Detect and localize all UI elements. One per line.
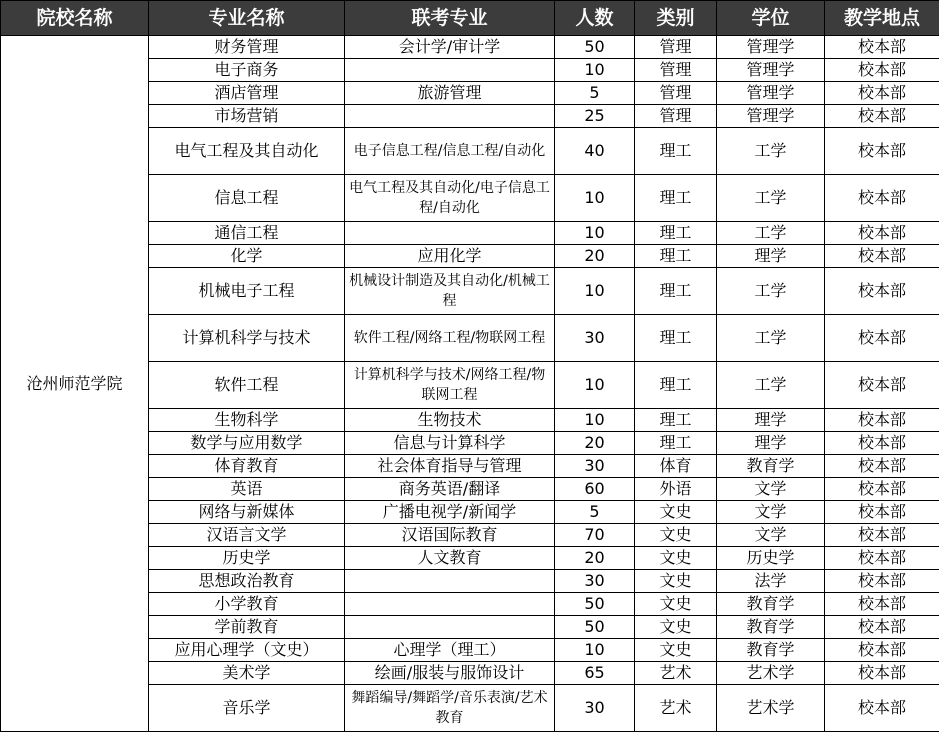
category-cell: 文史 (635, 593, 717, 616)
related-major-cell: 社会体育指导与管理 (345, 455, 555, 478)
related-major-cell: 绘画/服装与服饰设计 (345, 662, 555, 685)
related-major-cell (345, 105, 555, 128)
location-cell: 校本部 (825, 315, 939, 362)
count-cell: 70 (555, 524, 635, 547)
table-row (1, 36, 939, 59)
location-cell: 校本部 (825, 59, 939, 82)
related-major-cell (345, 616, 555, 639)
degree-cell: 工学 (717, 128, 825, 175)
count-cell: 5 (555, 501, 635, 524)
location-cell: 校本部 (825, 82, 939, 105)
header-count: 人数 (555, 1, 635, 36)
major-cell: 小学教育 (149, 593, 345, 616)
location-cell: 校本部 (825, 362, 939, 409)
count-cell: 30 (555, 315, 635, 362)
category-cell: 文史 (635, 547, 717, 570)
category-cell: 文史 (635, 639, 717, 662)
location-cell: 校本部 (825, 432, 939, 455)
related-major-cell: 软件工程/网络工程/物联网工程 (345, 315, 555, 362)
related-major-cell: 舞蹈编导/舞蹈学/音乐表演/艺术教育 (345, 685, 555, 732)
related-major-cell: 心理学（理工） (345, 639, 555, 662)
related-major-cell: 人文教育 (345, 547, 555, 570)
location-cell: 校本部 (825, 570, 939, 593)
degree-cell: 管理学 (717, 105, 825, 128)
header-degree: 学位 (717, 1, 825, 36)
degree-cell: 管理学 (717, 36, 825, 59)
degree-cell: 工学 (717, 315, 825, 362)
degree-cell: 工学 (717, 175, 825, 222)
header-row (1, 1, 939, 36)
count-cell: 30 (555, 685, 635, 732)
location-cell: 校本部 (825, 501, 939, 524)
location-cell: 校本部 (825, 639, 939, 662)
category-cell: 艺术 (635, 662, 717, 685)
count-cell: 10 (555, 268, 635, 315)
count-cell: 60 (555, 478, 635, 501)
degree-cell: 艺术学 (717, 662, 825, 685)
related-major-cell (345, 59, 555, 82)
location-cell: 校本部 (825, 128, 939, 175)
count-cell: 5 (555, 82, 635, 105)
count-cell: 10 (555, 639, 635, 662)
header-location: 教学地点 (825, 1, 939, 36)
major-cell: 音乐学 (149, 685, 345, 732)
major-cell: 市场营销 (149, 105, 345, 128)
count-cell: 10 (555, 222, 635, 245)
major-cell: 软件工程 (149, 362, 345, 409)
count-cell: 50 (555, 36, 635, 59)
category-cell: 体育 (635, 455, 717, 478)
category-cell: 文史 (635, 616, 717, 639)
degree-cell: 理学 (717, 409, 825, 432)
major-cell: 通信工程 (149, 222, 345, 245)
location-cell: 校本部 (825, 547, 939, 570)
count-cell: 30 (555, 570, 635, 593)
count-cell: 20 (555, 547, 635, 570)
category-cell: 理工 (635, 222, 717, 245)
degree-cell: 教育学 (717, 455, 825, 478)
count-cell: 10 (555, 362, 635, 409)
category-cell: 理工 (635, 362, 717, 409)
degree-cell: 文学 (717, 501, 825, 524)
major-cell: 历史学 (149, 547, 345, 570)
category-cell: 理工 (635, 409, 717, 432)
related-major-cell (345, 593, 555, 616)
header-major: 专业名称 (149, 1, 345, 36)
count-cell: 30 (555, 455, 635, 478)
related-major-cell: 商务英语/翻译 (345, 478, 555, 501)
category-cell: 艺术 (635, 685, 717, 732)
category-cell: 管理 (635, 105, 717, 128)
major-cell: 汉语言文学 (149, 524, 345, 547)
major-cell: 思想政治教育 (149, 570, 345, 593)
major-cell: 电子商务 (149, 59, 345, 82)
category-cell: 理工 (635, 432, 717, 455)
major-cell: 电气工程及其自动化 (149, 128, 345, 175)
location-cell: 校本部 (825, 455, 939, 478)
count-cell: 10 (555, 175, 635, 222)
major-cell: 英语 (149, 478, 345, 501)
major-cell: 美术学 (149, 662, 345, 685)
category-cell: 理工 (635, 245, 717, 268)
header-school: 院校名称 (1, 1, 149, 36)
related-major-cell: 计算机科学与技术/网络工程/物联网工程 (345, 362, 555, 409)
category-cell: 文史 (635, 501, 717, 524)
count-cell: 10 (555, 409, 635, 432)
location-cell: 校本部 (825, 685, 939, 732)
related-major-cell: 应用化学 (345, 245, 555, 268)
location-cell: 校本部 (825, 616, 939, 639)
category-cell: 管理 (635, 82, 717, 105)
related-major-cell: 生物技术 (345, 409, 555, 432)
location-cell: 校本部 (825, 478, 939, 501)
count-cell: 10 (555, 59, 635, 82)
school-name-cell: 沧州师范学院 (1, 36, 149, 732)
count-cell: 65 (555, 662, 635, 685)
degree-cell: 文学 (717, 524, 825, 547)
related-major-cell: 汉语国际教育 (345, 524, 555, 547)
degree-cell: 工学 (717, 222, 825, 245)
location-cell: 校本部 (825, 222, 939, 245)
related-major-cell (345, 222, 555, 245)
degree-cell: 工学 (717, 362, 825, 409)
major-cell: 生物科学 (149, 409, 345, 432)
degree-cell: 工学 (717, 268, 825, 315)
major-cell: 应用心理学（文史） (149, 639, 345, 662)
category-cell: 理工 (635, 128, 717, 175)
related-major-cell: 会计学/审计学 (345, 36, 555, 59)
major-cell: 酒店管理 (149, 82, 345, 105)
degree-cell: 艺术学 (717, 685, 825, 732)
major-cell: 学前教育 (149, 616, 345, 639)
related-major-cell (345, 570, 555, 593)
related-major-cell: 广播电视学/新闻学 (345, 501, 555, 524)
major-cell: 化学 (149, 245, 345, 268)
count-cell: 50 (555, 593, 635, 616)
location-cell: 校本部 (825, 36, 939, 59)
major-cell: 信息工程 (149, 175, 345, 222)
degree-cell: 历史学 (717, 547, 825, 570)
degree-cell: 理学 (717, 432, 825, 455)
count-cell: 50 (555, 616, 635, 639)
degree-cell: 教育学 (717, 616, 825, 639)
related-major-cell: 旅游管理 (345, 82, 555, 105)
related-major-cell: 信息与计算科学 (345, 432, 555, 455)
count-cell: 20 (555, 245, 635, 268)
category-cell: 外语 (635, 478, 717, 501)
degree-cell: 管理学 (717, 82, 825, 105)
degree-cell: 文学 (717, 478, 825, 501)
location-cell: 校本部 (825, 593, 939, 616)
location-cell: 校本部 (825, 524, 939, 547)
related-major-cell: 机械设计制造及其自动化/机械工程 (345, 268, 555, 315)
major-cell: 数学与应用数学 (149, 432, 345, 455)
major-cell: 网络与新媒体 (149, 501, 345, 524)
degree-cell: 教育学 (717, 593, 825, 616)
category-cell: 理工 (635, 315, 717, 362)
header-category: 类别 (635, 1, 717, 36)
count-cell: 40 (555, 128, 635, 175)
major-cell: 计算机科学与技术 (149, 315, 345, 362)
location-cell: 校本部 (825, 662, 939, 685)
major-cell: 财务管理 (149, 36, 345, 59)
count-cell: 25 (555, 105, 635, 128)
category-cell: 管理 (635, 36, 717, 59)
location-cell: 校本部 (825, 268, 939, 315)
category-cell: 管理 (635, 59, 717, 82)
degree-cell: 教育学 (717, 639, 825, 662)
related-major-cell: 电气工程及其自动化/电子信息工程/自动化 (345, 175, 555, 222)
major-cell: 体育教育 (149, 455, 345, 478)
location-cell: 校本部 (825, 245, 939, 268)
degree-cell: 理学 (717, 245, 825, 268)
location-cell: 校本部 (825, 175, 939, 222)
degree-cell: 管理学 (717, 59, 825, 82)
location-cell: 校本部 (825, 409, 939, 432)
category-cell: 文史 (635, 524, 717, 547)
count-cell: 20 (555, 432, 635, 455)
category-cell: 理工 (635, 268, 717, 315)
category-cell: 理工 (635, 175, 717, 222)
header-related-major: 联考专业 (345, 1, 555, 36)
major-cell: 机械电子工程 (149, 268, 345, 315)
degree-cell: 法学 (717, 570, 825, 593)
category-cell: 文史 (635, 570, 717, 593)
related-major-cell: 电子信息工程/信息工程/自动化 (345, 128, 555, 175)
location-cell: 校本部 (825, 105, 939, 128)
